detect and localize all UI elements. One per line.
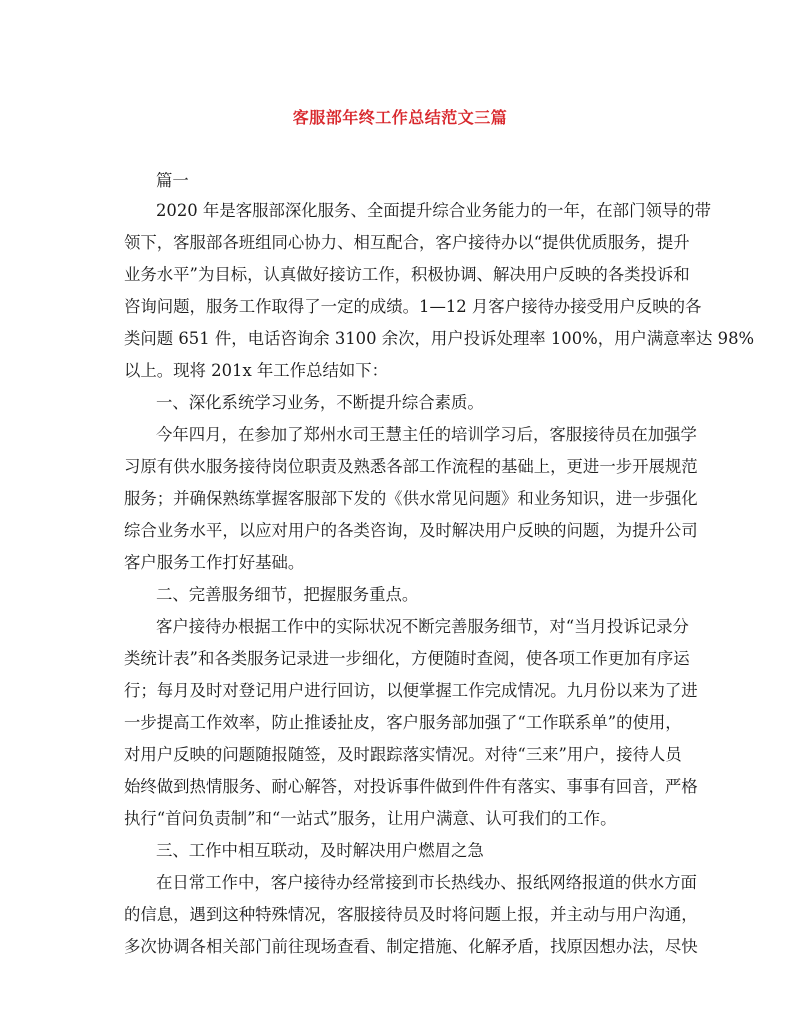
paragraph-line: 行；每月及时对登记用户进行回访，以便掌握工作完成情况。九月份以来为了进 bbox=[124, 681, 698, 700]
document-title: 客服部年终工作总结范文三篇 bbox=[292, 108, 508, 127]
paragraph-line: 客户接待办根据工作中的实际状况不断完善服务细节，对“当月投诉记录分 bbox=[156, 617, 689, 636]
paragraph-line: 以上。现将 201x 年工作总结如下： bbox=[124, 361, 389, 380]
section-heading: 二、完善服务细节，把握服务重点。 bbox=[156, 585, 419, 604]
paragraph-line: 服务；并确保熟练掌握客服部下发的《供水常见问题》和业务知识，进一步强化 bbox=[124, 489, 698, 508]
paragraph-line: 始终做到热情服务、耐心解答，对投诉事件做到件件有落实、事事有回音，严格 bbox=[124, 777, 698, 796]
paragraph-line: 习原有供水服务接待岗位职责及熟悉各部工作流程的基础上，更进一步开展规范 bbox=[124, 457, 698, 476]
paragraph-line: 领下，客服部各班组同心协力、相互配合，客户接待办以“提供优质服务，提升 bbox=[124, 233, 690, 252]
paragraph-line: 在日常工作中，客户接待办经常接到市长热线办、报纸网络报道的供水方面 bbox=[156, 873, 697, 892]
section-heading: 一、深化系统学习业务，不断提升综合素质。 bbox=[156, 393, 484, 412]
paragraph-line: 今年四月，在参加了郑州水司王慧主任的培训学习后，客服接待员在加强学 bbox=[156, 425, 697, 444]
paragraph-line: 对用户反映的问题随报随签，及时跟踪落实情况。对待“三来”用户，接待人员 bbox=[124, 745, 682, 764]
section-label: 篇一 bbox=[156, 171, 189, 190]
paragraph-line: 业务水平”为目标，认真做好接访工作，积极协调、解决用户反映的各类投诉和 bbox=[124, 265, 690, 284]
paragraph-line: 多次协调各相关部门前往现场查看、制定措施、化解矛盾，找原因想办法，尽快 bbox=[124, 937, 698, 956]
section-heading: 三、工作中相互联动，及时解决用户燃眉之急 bbox=[156, 841, 484, 860]
paragraph-line: 类统计表”和各类服务记录进一步细化，方便随时查阅，使各项工作更加有序运 bbox=[124, 649, 690, 668]
paragraph-line: 类问题 651 件，电话咨询余 3100 余次，用户投诉处理率 100%，用户满意率达 98% bbox=[124, 329, 755, 348]
paragraph-line: 2020 年是客服部深化服务、全面提升综合业务能力的一年，在部门领导的带 bbox=[156, 201, 712, 220]
paragraph-line: 综合业务水平，以应对用户的各类咨询，及时解决用户反映的问题，为提升公司 bbox=[124, 521, 698, 540]
paragraph-line: 咨询问题，服务工作取得了一定的成绩。1—12 月客户接待办接受用户反映的各 bbox=[124, 297, 702, 316]
paragraph-line: 执行“首问负责制”和“一站式”服务，让用户满意、认可我们的工作。 bbox=[124, 809, 617, 828]
paragraph-line: 客户服务工作打好基础。 bbox=[124, 553, 305, 572]
paragraph-line: 的信息，遇到这种特殊情况，客服接待员及时将问题上报，并主动与用户沟通， bbox=[124, 905, 698, 924]
paragraph-line: 一步提高工作效率，防止推诿扯皮，客户服务部加强了“工作联系单”的使用， bbox=[124, 713, 682, 732]
